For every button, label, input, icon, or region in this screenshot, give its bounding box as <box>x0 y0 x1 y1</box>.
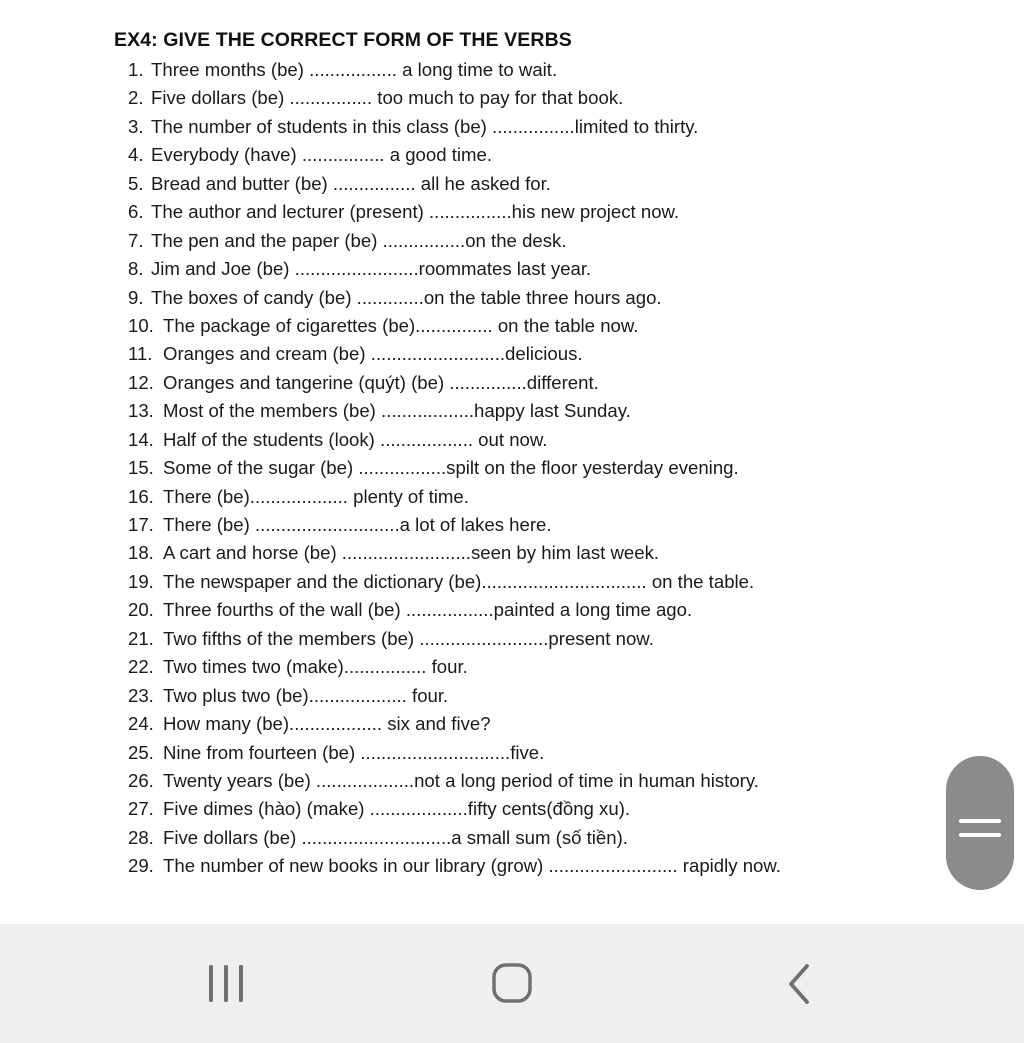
exercise-number: 15. <box>128 457 154 479</box>
exercise-text: There (be) ............................a lot of lakes here. <box>163 514 552 535</box>
exercise-number: 16. <box>128 485 154 507</box>
exercise-number: 24. <box>128 713 154 735</box>
exercise-text: Everybody (have) ................ a good time. <box>151 144 493 166</box>
exercise-number: 1. <box>128 59 144 80</box>
exercise-text: Three months (be) ................. a long time to wait. <box>151 59 558 80</box>
exercise-text: Five dollars (be) .............................a small sum (số tiền). <box>163 826 628 848</box>
exercise-number: 8. <box>128 258 144 280</box>
exercise-number: 3. <box>128 115 144 137</box>
exercise-text: Most of the members (be) ..................happy last Sunday. <box>163 400 631 422</box>
exercise-text: The number of students in this class (be) ................limited to thirty. <box>151 115 699 137</box>
exercise-number: 2. <box>128 87 144 109</box>
exercise-text: Oranges and tangerine (quýt) (be) ...............different. <box>163 371 599 393</box>
recent-apps-button[interactable] <box>187 954 267 1014</box>
exercise-number: 18. <box>128 542 154 564</box>
exercise-text: Five dimes (hào) (make) ...................fifty cents(đồng xu). <box>163 798 631 820</box>
exercise-number: 13. <box>128 400 154 422</box>
exercise-number: 9. <box>128 286 144 308</box>
exercise-number: 17. <box>128 514 154 535</box>
exercise-number: 22. <box>128 656 154 678</box>
exercise-number: 14. <box>128 428 154 450</box>
exercise-number: 21. <box>128 627 154 649</box>
back-button[interactable] <box>759 954 839 1014</box>
exercise-text: The package of cigarettes (be)............... on the table now. <box>163 314 639 336</box>
exercise-text: The newspaper and the dictionary (be)................................ on the table. <box>163 570 755 592</box>
exercise-text: Oranges and cream (be) ..........................delicious. <box>163 343 583 365</box>
exercise-number: 25. <box>128 741 154 763</box>
exercise-number: 7. <box>128 229 144 251</box>
exercise-number: 26. <box>128 769 154 791</box>
exercise-text: Three fourths of the wall (be) .................painted a long time ago. <box>163 599 693 621</box>
exercise-text: Some of the sugar (be) .................spilt on the floor yesterday evening. <box>163 457 739 479</box>
exercise-text: Jim and Joe (be) ........................roommates last year. <box>151 258 592 280</box>
home-icon <box>472 954 552 1014</box>
home-button[interactable] <box>472 954 552 1014</box>
exercise-number: 28. <box>128 826 154 848</box>
exercise-text: There (be)................... plenty of time. <box>163 485 469 507</box>
exercise-number: 29. <box>128 855 154 877</box>
exercise-number: 10. <box>128 314 154 336</box>
exercise-number: 23. <box>128 684 154 706</box>
exercise-text: The author and lecturer (present) ................his new project now. <box>151 201 680 223</box>
worksheet-title: EX4: GIVE THE CORRECT FORM OF THE VERBS <box>114 29 572 51</box>
exercise-text: The number of new books in our library (grow) ......................... rapidly now. <box>163 855 781 877</box>
exercise-text: The boxes of candy (be) .............on the table three hours ago. <box>151 286 662 308</box>
back-icon <box>759 954 839 1014</box>
exercise-number: 6. <box>128 201 144 223</box>
navigation-bar <box>0 924 1024 1043</box>
exercise-text: Five dollars (be) ................ too much to pay for that book. <box>151 87 624 109</box>
exercise-number: 19. <box>128 570 154 592</box>
fast-scroll-handle[interactable] <box>946 756 1014 890</box>
exercise-number: 4. <box>128 144 144 166</box>
exercise-text: Half of the students (look) .................. out now. <box>163 428 548 450</box>
exercise-text: Two plus two (be)................... four. <box>163 684 449 706</box>
exercise-text: Nine from fourteen (be) .............................five. <box>163 741 545 763</box>
recent-apps-icon <box>187 954 267 1014</box>
exercise-number: 11. <box>128 343 153 365</box>
exercise-number: 27. <box>128 798 154 820</box>
exercise-text: The pen and the paper (be) ................on the desk. <box>151 229 567 251</box>
exercise-text: How many (be).................. six and five? <box>163 713 491 735</box>
drag-handle-icon <box>959 833 1001 837</box>
exercise-number: 5. <box>128 172 144 194</box>
exercise-text: Bread and butter (be) ................ all he asked for. <box>151 172 551 194</box>
exercise-text: A cart and horse (be) .........................seen by him last week. <box>163 542 660 564</box>
exercise-number: 20. <box>128 599 154 621</box>
drag-handle-icon <box>959 819 1001 823</box>
exercise-text: Two fifths of the members (be) .........................present now. <box>163 627 654 649</box>
exercise-number: 12. <box>128 371 154 393</box>
exercise-text: Twenty years (be) ...................not a long period of time in human history. <box>163 769 759 791</box>
exercise-text: Two times two (make)................ four. <box>163 656 468 678</box>
